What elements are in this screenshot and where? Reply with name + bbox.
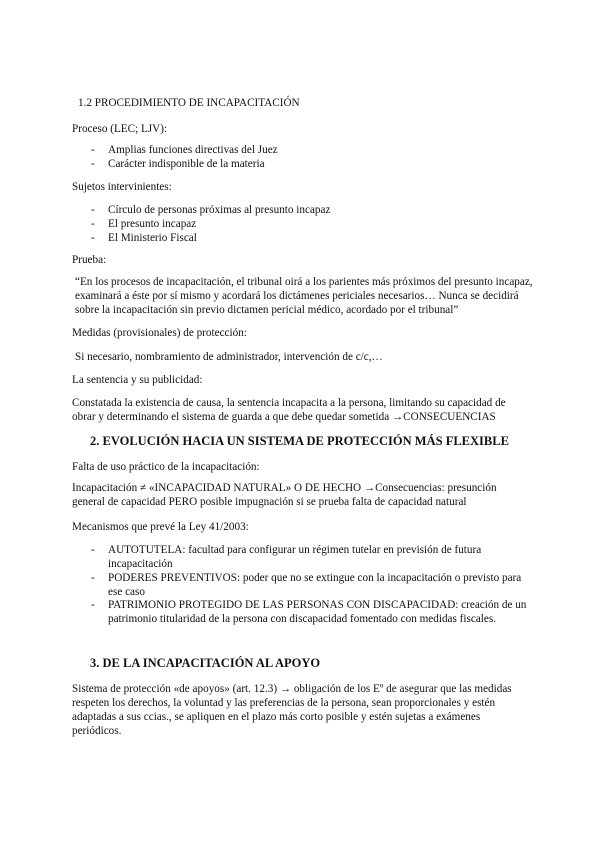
list-dash: - xyxy=(91,544,95,556)
list-item xyxy=(91,571,531,599)
list-item xyxy=(91,543,531,571)
list-item-text: El Ministerio Fiscal xyxy=(108,232,197,244)
section-3-text: Sistema de protección «de apoyos» (art. 12.3) → obligación de los Eº de asegurar que las medidas respeten los derechos, la voluntad y las preferencias de la persona, sean proporcionales y estén adaptadas a sus ccias., se apliquen en el plazo más corto posible y estén sujetas a exámenes periódicos. xyxy=(72,683,512,737)
list-dash: - xyxy=(91,572,95,584)
list-item xyxy=(91,217,531,231)
list-item-text: AUTOTUTELA: facultad para configurar un régimen tutelar en previsión de futura incapacitación xyxy=(108,544,482,570)
list-dash: - xyxy=(91,144,95,156)
medidas-label: Medidas (provisionales) de protección: xyxy=(72,327,247,339)
sentencia-text: Constatada la existencia de causa, la sentencia incapacita a la persona, limitando su capacidad de obrar y determinando el sistema de guarda a que debe quedar sometida →CONSECUENCIAS xyxy=(72,397,506,423)
list-dash: - xyxy=(91,218,95,230)
list-item xyxy=(91,231,531,245)
list-dash: - xyxy=(91,158,95,170)
list-item xyxy=(91,203,531,217)
section-1-heading: 1.2 PROCEDIMIENTO DE INCAPACITACIÓN xyxy=(78,97,300,109)
prueba-label: Prueba: xyxy=(72,254,107,266)
list-item xyxy=(91,157,531,171)
list-dash: - xyxy=(91,204,95,216)
list-dash: - xyxy=(91,232,95,244)
list-item xyxy=(91,598,531,626)
list-item-text: PATRIMONIO PROTEGIDO DE LAS PERSONAS CON DISCAPACIDAD: creación de un patrimonio titularidad de la persona con discapacidad fomentado con medidas fiscales. xyxy=(108,599,527,625)
prueba-quote: “En los procesos de incapacitación, el tribunal oirá a los parientes más próximos del presunto incapaz, examinará a éste por sí mismo y acordará los dictámenes periciales necesarios… Nunca se decidirá sobre la incapacitación sin previo dictamen pericial médico, acordado por el tribunal” xyxy=(75,276,533,316)
mecanismos-label: Mecanismos que prevé la Ley 41/2003: xyxy=(72,521,249,533)
list-item-text: Círculo de personas próximas al presunto incapaz xyxy=(108,204,331,216)
list-dash: - xyxy=(91,599,95,611)
list-item xyxy=(91,143,531,157)
falta-text: Falta de uso práctico de la incapacitación: xyxy=(72,461,260,473)
list-item-text: Amplias funciones directivas del Juez xyxy=(108,144,278,156)
proceso-label: Proceso (LEC; LJV): xyxy=(72,123,168,135)
sentencia-label: La sentencia y su publicidad: xyxy=(72,374,203,386)
incapacitacion-text: Incapacitación ≠ «INCAPACIDAD NATURAL» O DE HECHO →Consecuencias: presunción general de capacidad PERO posible impugnación si se prueba falta de capacidad natural xyxy=(72,482,497,508)
medidas-text: Si necesario, nombramiento de administrador, intervención de c/c,… xyxy=(75,351,383,363)
section-2-heading: 2. EVOLUCIÓN HACIA UN SISTEMA DE PROTECCIÓN MÁS FLEXIBLE xyxy=(90,434,509,448)
section-3-heading: 3. DE LA INCAPACITACIÓN AL APOYO xyxy=(90,656,321,670)
list-item-text: PODERES PREVENTIVOS: poder que no se extingue con la incapacitación o previsto para ese caso xyxy=(108,572,522,598)
list-item-text: El presunto incapaz xyxy=(108,218,197,230)
sujetos-label: Sujetos intervinientes: xyxy=(72,181,172,193)
list-item-text: Carácter indisponible de la materia xyxy=(108,158,265,170)
